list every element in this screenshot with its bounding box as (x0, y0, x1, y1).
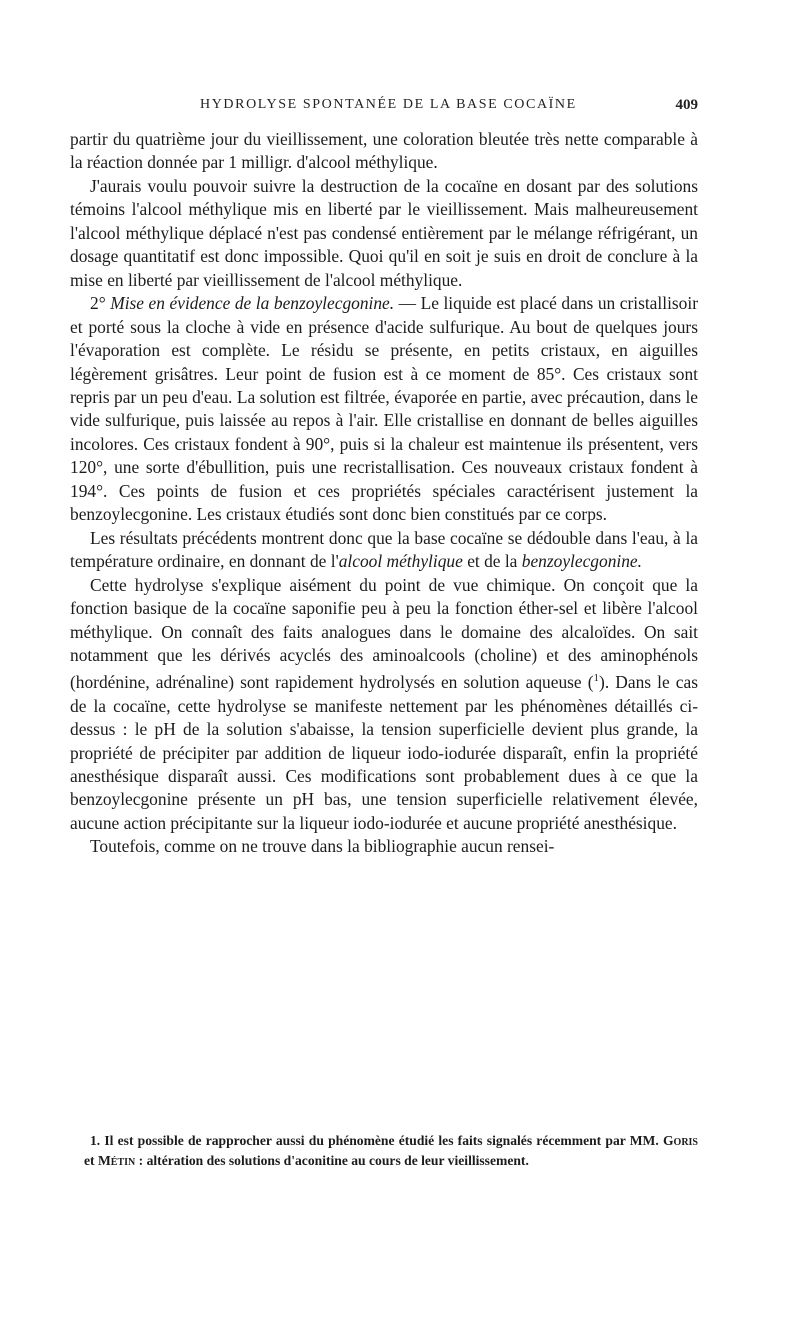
paragraph-4 (70, 527, 698, 574)
term-benzoylecgonine: benzoylecgonine. (521, 551, 642, 572)
paragraph-4-text-b: et de la (462, 551, 522, 572)
page-number: 409 (675, 97, 698, 113)
paragraph-4-text-a: Les résultats précédents montrent donc que la base cocaïne se dédouble dans l'eau, à la température ordinaire, en donnant de l' (70, 527, 698, 572)
footnote-text-a: 1. Il est possible de rapprocher aussi du phénomène étudié les faits signalés récemment par MM. (90, 1133, 663, 1148)
paragraph-3 (70, 292, 698, 527)
section-heading: Mise en évidence de la benzoylecgonine. (110, 293, 395, 314)
paragraph-5-text-b: ). Dans le cas de la cocaïne, cette hydrolyse se manifeste nettement par les phénomènes détaillés ci-dessus : le pH de la solution s'abaisse, la tension superficielle devient plus grande, la propriété de précipiter par addition de liqueur iodo-iodurée disparaît, enfin la propriété anesthésique disparaît aussi. Ces modifications sont probablement dues à ce que la benzoylecgonine présente un pH bas, une tension superficielle relativement élevée, aucune action précipitante sur la liqueur iodo-iodurée et aucune propriété anesthésique. (70, 672, 698, 833)
footnote (84, 1131, 698, 1171)
footnote-text-b: et (84, 1153, 98, 1168)
footnote-reference: 1 (593, 672, 600, 685)
footnote-text (84, 1131, 698, 1171)
running-title: HYDROLYSE SPONTANÉE DE LA BASE COCAÏNE (200, 97, 577, 112)
paragraph-5-text-a: Cette hydrolyse s'explique aisément du point de vue chimique. On conçoit que la fonction basique de la cocaïne saponifie peu à peu la fonction éther-sel et libère l'alcool méthylique. On connaît des faits analogues dans le domaine des alcaloïdes. On sait notamment que les dérivés acyclés des aminoalcools (choline) et des aminophénols (hordénine, adrénaline) sont rapidement hydrolysés en solution aqueuse ( (70, 574, 698, 693)
footnote-author-goris: Goris (662, 1133, 698, 1148)
body-text (70, 128, 698, 859)
paragraph-5 (70, 574, 698, 836)
paragraph-3-text: — Le liquide est placé dans un cristallisoir et porté sous la cloche à vide en présence d'acide sulfurique. Au bout de quelques jours l'évaporation est complète. Le résidu se présente, en petits cristaux, en aiguilles légèrement grisâtres. Leur point de fusion est à ce moment de 85°. Ces cristaux sont repris par un peu d'eau. La solution est filtrée, évaporée en partie, avec précaution, dans le vide sulfurique, puis laissée au repos à l'air. Elle cristallise en donnant de belles aiguilles incolores. Ces cristaux fondent à 90°, puis si la chaleur est maintenue ils présentent, vers 120°, une sorte d'ébullition, puis une recristallisation. Ces nouveaux cristaux fondent à 194°. Ces points de fusion et ces propriétés spéciales caractérisent justement la benzoylecgonine. Les cristaux étudiés sont donc bien constitués par ce corps. (70, 293, 698, 525)
term-alcool-methylique: alcool méthylique (338, 551, 463, 572)
running-head (70, 97, 698, 121)
paragraph-1: partir du quatrième jour du vieillissement, une coloration bleutée très nette comparable à la réaction donnée par 1 milligr. d'alcool méthylique. (70, 129, 698, 173)
footnote-text-c: : altération des solutions d'aconitine au cours de leur vieillissement. (135, 1153, 529, 1168)
section-number: 2° (90, 293, 106, 314)
footnote-author-metin: Métin (97, 1153, 136, 1168)
paragraph-6: Toutefois, comme on ne trouve dans la bibliographie aucun rensei- (90, 836, 555, 857)
paragraph-2: J'aurais voulu pouvoir suivre la destruction de la cocaïne en dosant par des solutions témoins l'alcool méthylique mis en liberté par le vieillissement. Mais malheureusement l'alcool méthylique déplacé n'est pas condensé entièrement par le mélange réfrigérant, un dosage quantitatif est donc impossible. Quoi qu'il en soit je suis en droit de conclure à la mise en liberté par vieillissement de l'alcool méthylique. (70, 175, 698, 290)
